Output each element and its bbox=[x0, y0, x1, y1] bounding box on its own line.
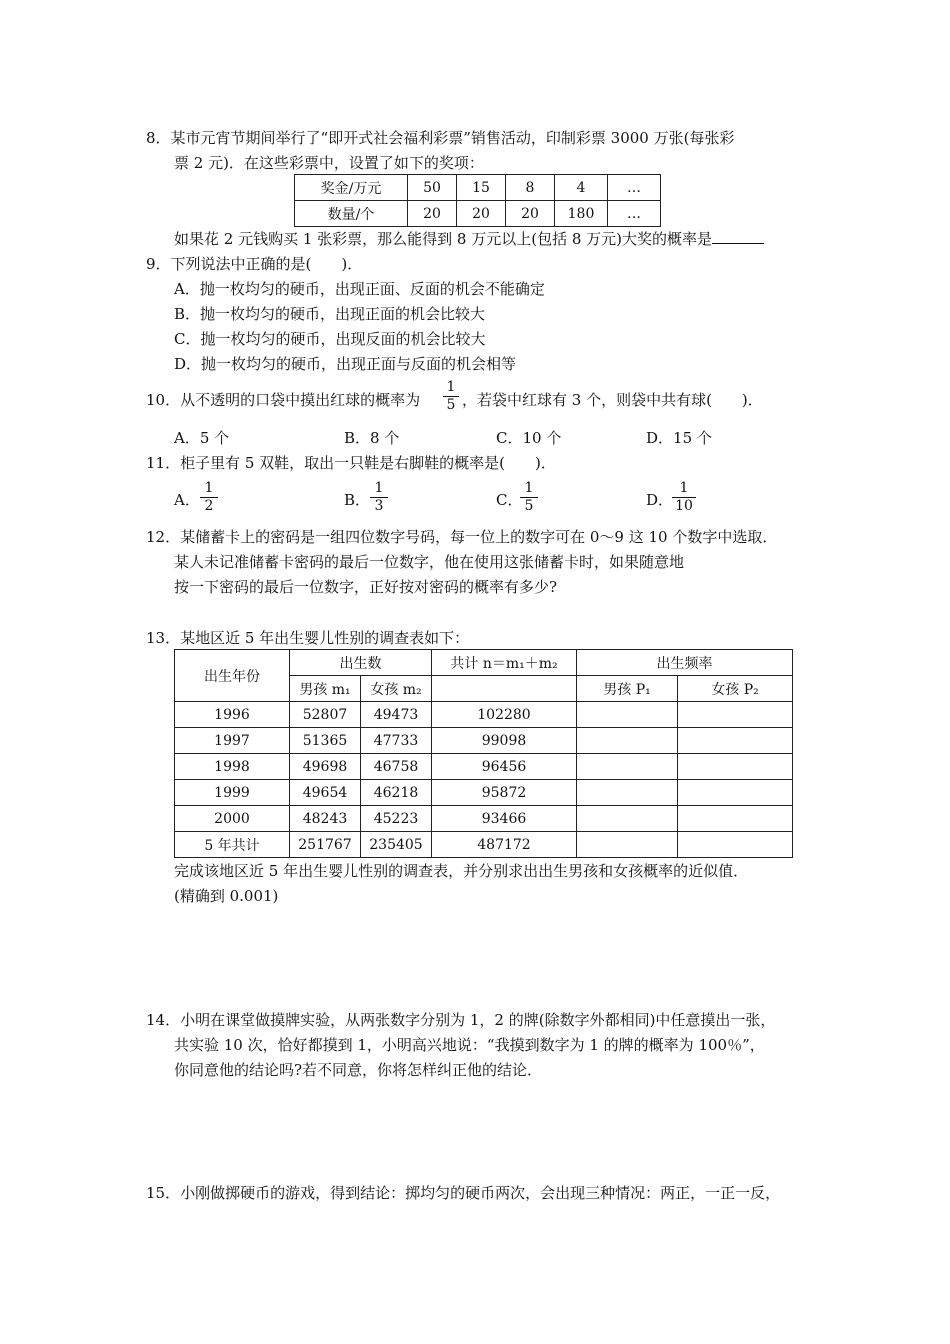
table-row bbox=[175, 806, 793, 832]
q9-option-d: D．抛一枚均匀的硬币，出现正面与反面的机会相等 bbox=[174, 355, 517, 373]
q8-line1: 8．某市元宵节期间举行了“即开式社会福利彩票”销售活动，印制彩票 3000 万张(每张彩 bbox=[146, 129, 735, 147]
q10-fraction bbox=[443, 379, 459, 414]
cell-boy-probability[interactable] bbox=[577, 832, 678, 858]
prize-header-amount: 奖金/万元 bbox=[295, 175, 408, 201]
header-year: 出生年份 bbox=[175, 650, 290, 702]
header-total: 共计 n＝m₁＋m₂ bbox=[432, 650, 577, 676]
cell-total: 487172 bbox=[432, 832, 577, 858]
q10-option-c: C．10 个 bbox=[496, 429, 562, 447]
birth-survey-table bbox=[174, 649, 793, 858]
cell-girl: 47733 bbox=[361, 728, 432, 754]
cell-girl-probability[interactable] bbox=[678, 702, 793, 728]
q8-line2: 票 2 元)．在这些彩票中，设置了如下的奖项： bbox=[174, 154, 484, 172]
prize-cell: 50 bbox=[408, 175, 457, 201]
header-girl: 女孩 m₂ bbox=[361, 676, 432, 702]
q13-line2: (精确到 0.001) bbox=[174, 887, 279, 905]
header-births: 出生数 bbox=[290, 650, 432, 676]
header-total-blank bbox=[432, 676, 577, 702]
cell-year: 1999 bbox=[175, 780, 290, 806]
q11-option-b-label: B． bbox=[344, 491, 371, 509]
cell-total: 96456 bbox=[432, 754, 577, 780]
q10-option-b: B．8 个 bbox=[344, 429, 400, 447]
cell-girl-probability[interactable] bbox=[678, 780, 793, 806]
q10-fraction-denominator: 5 bbox=[443, 396, 459, 414]
q14-line3: 你同意他的结论吗?若不同意，你将怎样纠正他的结论． bbox=[174, 1061, 543, 1079]
cell-boy: 51365 bbox=[290, 728, 361, 754]
prize-cell: 20 bbox=[408, 201, 457, 227]
header-boy: 男孩 m₁ bbox=[290, 676, 361, 702]
table-row bbox=[175, 728, 793, 754]
q9-option-a: A．抛一枚均匀的硬币，出现正面、反面的机会不能确定 bbox=[174, 280, 545, 298]
fraction-denominator: 5 bbox=[520, 497, 538, 515]
q12-line3: 按一下密码的最后一位数字，正好按对密码的概率有多少? bbox=[174, 578, 558, 596]
cell-total: 102280 bbox=[432, 702, 577, 728]
q11-option-c-fraction bbox=[520, 480, 538, 515]
q9-stem: 9．下列说法中正确的是( )． bbox=[146, 255, 363, 273]
cell-boy: 48243 bbox=[290, 806, 361, 832]
header-girl-probability: 女孩 P₂ bbox=[678, 676, 793, 702]
prize-cell: … bbox=[608, 175, 661, 201]
cell-girl-probability[interactable] bbox=[678, 806, 793, 832]
q15-line1: 15．小刚做掷硬币的游戏，得到结论：掷均匀的硬币两次，会出现三种情况：两正，一正一反， bbox=[146, 1184, 781, 1202]
q11-option-c-label: C． bbox=[496, 491, 523, 509]
cell-girl: 45223 bbox=[361, 806, 432, 832]
q14-line2: 共实验 10 次，恰好都摸到 1，小明高兴地说：“我摸到数字为 1 的牌的概率为 100％”， bbox=[174, 1036, 765, 1054]
q10-fraction-numerator: 1 bbox=[446, 379, 456, 395]
cell-girl: 46758 bbox=[361, 754, 432, 780]
q10-option-d: D．15 个 bbox=[646, 429, 712, 447]
q9-option-b: B．抛一枚均匀的硬币，出现正面的机会比较大 bbox=[174, 305, 486, 323]
q11-option-b-fraction bbox=[370, 480, 388, 515]
q11-option-a-label: A． bbox=[174, 491, 200, 509]
cell-total: 95872 bbox=[432, 780, 577, 806]
cell-total: 99098 bbox=[432, 728, 577, 754]
cell-year: 2000 bbox=[175, 806, 290, 832]
fraction-denominator: 10 bbox=[672, 497, 696, 515]
q13-line1: 完成该地区近 5 年出生婴儿性别的调查表，并分别求出出生男孩和女孩概率的近似值． bbox=[174, 862, 749, 880]
cell-boy: 49654 bbox=[290, 780, 361, 806]
cell-year: 1997 bbox=[175, 728, 290, 754]
cell-girl-probability[interactable] bbox=[678, 832, 793, 858]
q8-line3 bbox=[174, 229, 764, 249]
prize-cell: … bbox=[608, 201, 661, 227]
cell-boy-probability[interactable] bbox=[577, 702, 678, 728]
cell-boy-probability[interactable] bbox=[577, 728, 678, 754]
fraction-denominator: 3 bbox=[370, 497, 388, 515]
q11-option-d-label: D． bbox=[646, 491, 674, 509]
q11-stem: 11．柜子里有 5 双鞋，取出一只鞋是右脚鞋的概率是( )． bbox=[146, 454, 556, 472]
cell-girl-probability[interactable] bbox=[678, 754, 793, 780]
header-boy-probability: 男孩 P₁ bbox=[577, 676, 678, 702]
table-row bbox=[175, 832, 793, 858]
cell-boy: 49698 bbox=[290, 754, 361, 780]
q10-option-a: A．5 个 bbox=[174, 429, 230, 447]
prize-cell: 20 bbox=[457, 201, 506, 227]
answer-blank[interactable] bbox=[712, 229, 764, 244]
cell-girl: 49473 bbox=[361, 702, 432, 728]
q10-stem-after: ，若袋中红球有 3 个，则袋中共有球( )． bbox=[462, 391, 763, 409]
cell-year: 5 年共计 bbox=[175, 832, 290, 858]
prize-header-count: 数量/个 bbox=[295, 201, 408, 227]
cell-girl: 46218 bbox=[361, 780, 432, 806]
cell-boy-probability[interactable] bbox=[577, 754, 678, 780]
header-frequency: 出生频率 bbox=[577, 650, 793, 676]
cell-girl-probability[interactable] bbox=[678, 728, 793, 754]
q13-stem: 13．某地区近 5 年出生婴儿性别的调查表如下： bbox=[146, 629, 470, 647]
fraction-numerator: 1 bbox=[679, 480, 689, 496]
cell-boy-probability[interactable] bbox=[577, 806, 678, 832]
fraction-numerator: 1 bbox=[374, 480, 384, 496]
fraction-denominator: 2 bbox=[200, 497, 218, 515]
cell-total: 93466 bbox=[432, 806, 577, 832]
prize-cell: 4 bbox=[555, 175, 608, 201]
cell-boy: 251767 bbox=[290, 832, 361, 858]
q12-line1: 12．某储蓄卡上的密码是一组四位数字号码，每一位上的数字可在 0～9 这 10 个数字中选取． bbox=[146, 528, 778, 546]
prize-cell: 15 bbox=[457, 175, 506, 201]
q11-option-a-fraction bbox=[200, 480, 218, 515]
cell-year: 1998 bbox=[175, 754, 290, 780]
prize-cell: 8 bbox=[506, 175, 555, 201]
prize-cell: 20 bbox=[506, 201, 555, 227]
q12-line2: 某人未记准储蓄卡密码的最后一位数字，他在使用这张储蓄卡时，如果随意地 bbox=[174, 553, 685, 571]
cell-boy: 52807 bbox=[290, 702, 361, 728]
q14-line1: 14．小明在课堂做摸牌实验，从两张数字分别为 1，2 的牌(除数字外都相同)中任意摸出一张， bbox=[146, 1011, 776, 1029]
fraction-numerator: 1 bbox=[524, 480, 534, 496]
prize-cell: 180 bbox=[555, 201, 608, 227]
q10-stem-before: 10．从不透明的口袋中摸出红球的概率为 bbox=[146, 391, 421, 409]
table-row bbox=[175, 780, 793, 806]
cell-boy-probability[interactable] bbox=[577, 780, 678, 806]
q9-option-c: C．抛一枚均匀的硬币，出现反面的机会比较大 bbox=[174, 330, 486, 348]
cell-year: 1996 bbox=[175, 702, 290, 728]
table-row bbox=[175, 702, 793, 728]
cell-girl: 235405 bbox=[361, 832, 432, 858]
q11-option-d-fraction bbox=[672, 480, 696, 515]
q8-line3-text: 如果花 2 元钱购买 1 张彩票，那么能得到 8 万元以上(包括 8 万元)大奖的概率是 bbox=[174, 230, 713, 248]
prize-table bbox=[294, 174, 661, 227]
fraction-numerator: 1 bbox=[204, 480, 214, 496]
table-row bbox=[175, 754, 793, 780]
